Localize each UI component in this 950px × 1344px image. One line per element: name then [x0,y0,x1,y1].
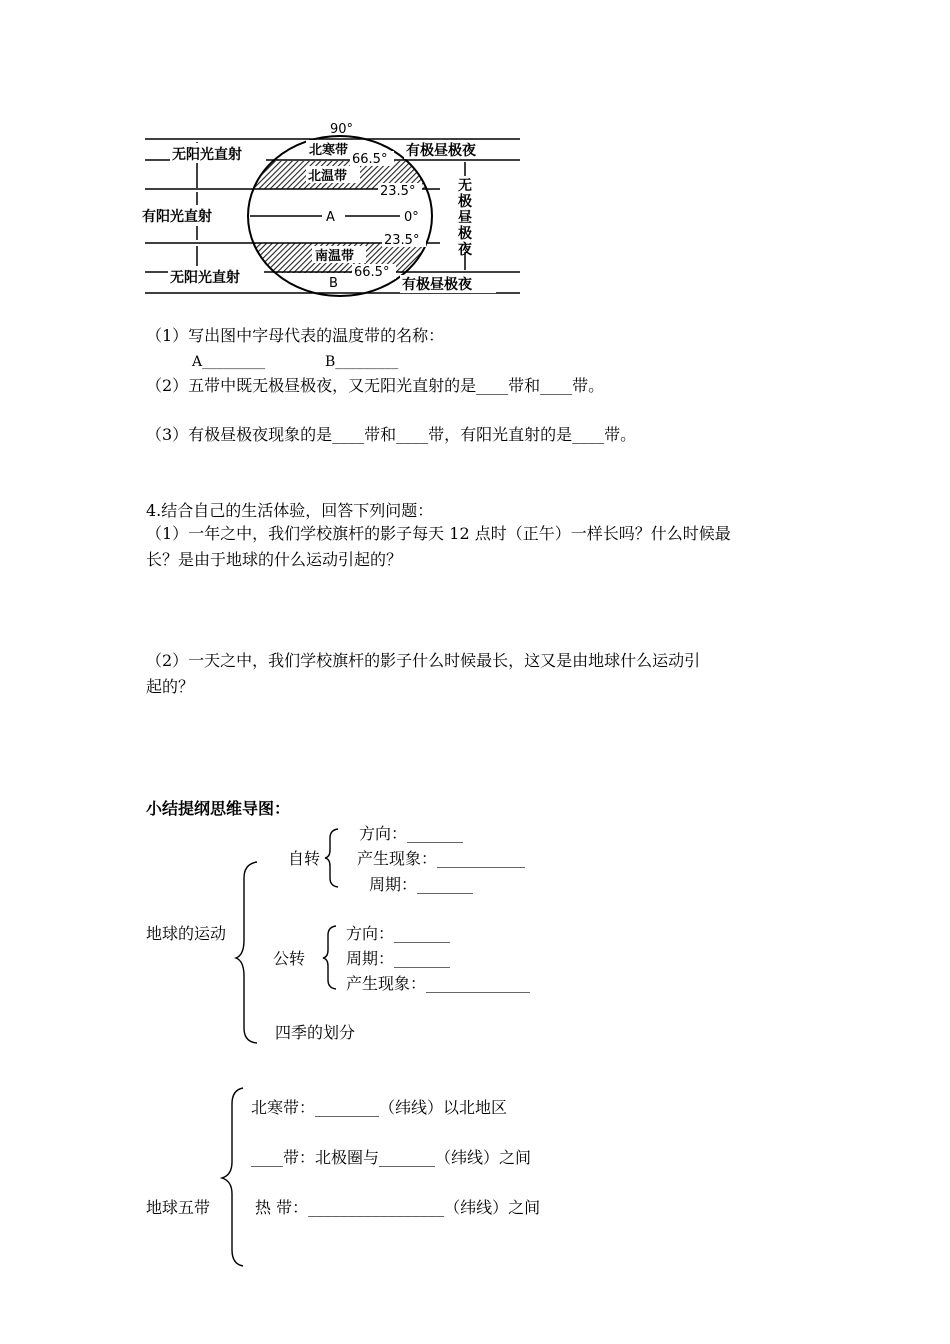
zone-south-temperate: 南温带 [315,249,355,264]
rotation-phenomena: 产生现象：___________ [357,849,526,868]
letter-b: B [329,276,338,291]
q4-p2-line2: 起的？ [146,677,195,696]
right-vertical-char: 夜 [458,242,472,258]
right-vertical-char: 极 [458,194,472,210]
lat-south-23: 23.5° [384,233,420,248]
letter-a: A [326,210,335,225]
q4-p2-line1: （2）一天之中，我们学校旗杆的影子什么时候最长，这又是由地球什么运动引 [146,651,701,670]
rotation-period: 周期：_______ [369,875,474,894]
five-zones-line2: ____带：北极圈与_______（纬线）之间 [251,1148,532,1167]
five-zones-line3: 热 带：_________________（纬线）之间 [255,1198,541,1217]
revolution-label: 公转 [273,949,306,968]
right-vertical-char: 极 [458,226,472,242]
brace-rotation [325,829,338,887]
right-label-top: 有极昼极夜 [406,143,476,159]
q4-p1-line2: 长？是由于地球的什么运动引起的？ [146,550,403,569]
left-label-middle: 有阳光直射 [142,209,212,225]
q3-item1-answer-b: B_________ [325,354,399,370]
revolution-period: 周期：_______ [346,949,451,968]
right-vertical-char: 昼 [458,210,472,226]
revolution-phenomena: 产生现象：_____________ [346,974,531,993]
lat-equator: 0° [404,210,419,225]
seasons-label: 四季的划分 [275,1023,356,1042]
rotation-label: 自转 [288,849,321,868]
mindmap-braces [0,820,950,1320]
diagram-top-label: 90° [330,122,354,137]
q4-p1-line1: （1）一年之中，我们学校旗杆的影子每天 12 点时（正午）一样长吗？什么时候最 [146,524,731,543]
q3-item1-answer-a: A_________ [192,354,266,370]
temperature-zones-diagram [0,0,950,310]
zone-north-temperate: 北温带 [308,169,348,184]
five-zones-root: 地球五带 [146,1198,211,1217]
q3-item3: （3）有极昼极夜现象的是____带和____带，有阳光直射的是____带。 [146,425,637,444]
brace-earth-motion [236,862,257,1043]
lat-north-66: 66.5° [352,152,388,167]
mindmap-heading: 小结提纲思维导图： [146,799,291,818]
q4-title: 4.结合自己的生活体验，回答下列问题： [146,501,434,520]
right-label-bottom: 有极昼极夜 [402,277,472,293]
lat-south-66: 66.5° [354,265,390,280]
mindmap-root: 地球的运动 [146,924,227,943]
q3-item1: （1）写出图中字母代表的温度带的名称： [146,326,445,345]
lat-north-23: 23.5° [380,184,416,199]
left-label-north: 无阳光直射 [172,147,242,163]
brace-five-zones [222,1088,243,1266]
zone-north-frigid: 北寒带 [309,143,349,158]
right-vertical-char: 无 [458,178,472,194]
rotation-direction: 方向：_______ [359,824,464,843]
revolution-direction: 方向：_______ [346,924,451,943]
left-label-south: 无阳光直射 [170,270,240,286]
five-zones-line1: 北寒带：________（纬线）以北地区 [251,1098,508,1117]
brace-revolution [323,926,336,989]
q3-item2: （2）五带中既无极昼极夜，又无阳光直射的是____带和____带。 [146,376,605,395]
